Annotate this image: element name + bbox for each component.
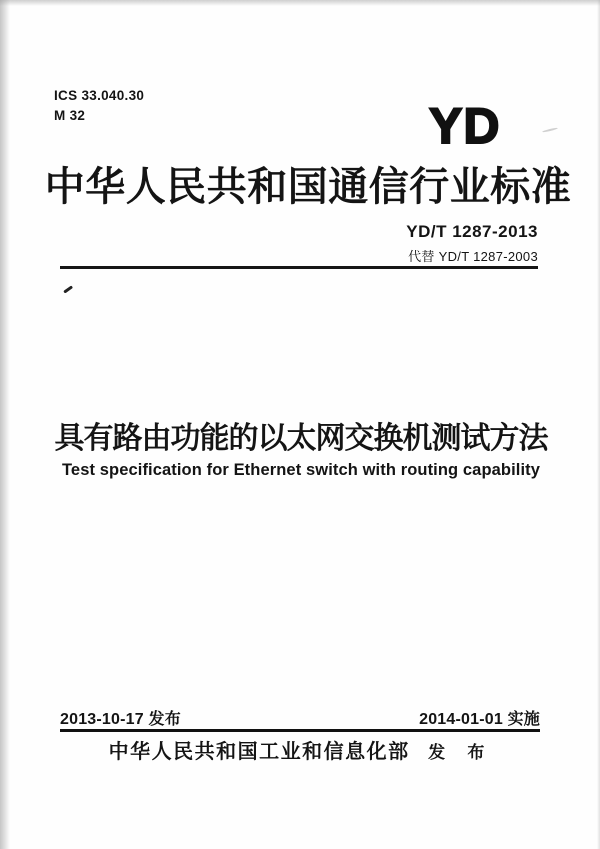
document-title-zh: 具有路由功能的以太网交换机测试方法 — [54, 422, 548, 455]
dates-row — [60, 706, 540, 729]
standard-number: YD/T 1287-2013 — [406, 222, 538, 241]
scan-smudge — [542, 127, 558, 133]
standard-type-title: 中华人民共和国通信行业标准 — [44, 165, 572, 209]
standard-number-block — [406, 222, 538, 265]
scan-edge-left — [0, 0, 10, 849]
scan-edge-top — [0, 0, 600, 6]
replaces-note: 代替 YD/T 1287-2003 — [408, 249, 538, 264]
header-rule — [60, 266, 538, 269]
ics-block — [54, 86, 144, 127]
document-title-en: Test specification for Ethernet switch with routing capability — [61, 461, 541, 479]
issuer-action-label: 发 布 — [428, 743, 494, 762]
ics-code: ICS 33.040.30 — [54, 88, 145, 103]
footer-rule — [60, 729, 540, 732]
yd-logo: YD — [429, 98, 501, 154]
implement-date: 2014-01-01 实施 — [419, 711, 540, 728]
issuer-line — [18, 735, 584, 764]
classification-code: M 32 — [54, 108, 86, 124]
issuer-name: 中华人民共和国工业和信息化部 — [108, 741, 410, 763]
issue-date: 2013-10-17 发布 — [60, 711, 181, 728]
scan-speck — [63, 285, 73, 293]
